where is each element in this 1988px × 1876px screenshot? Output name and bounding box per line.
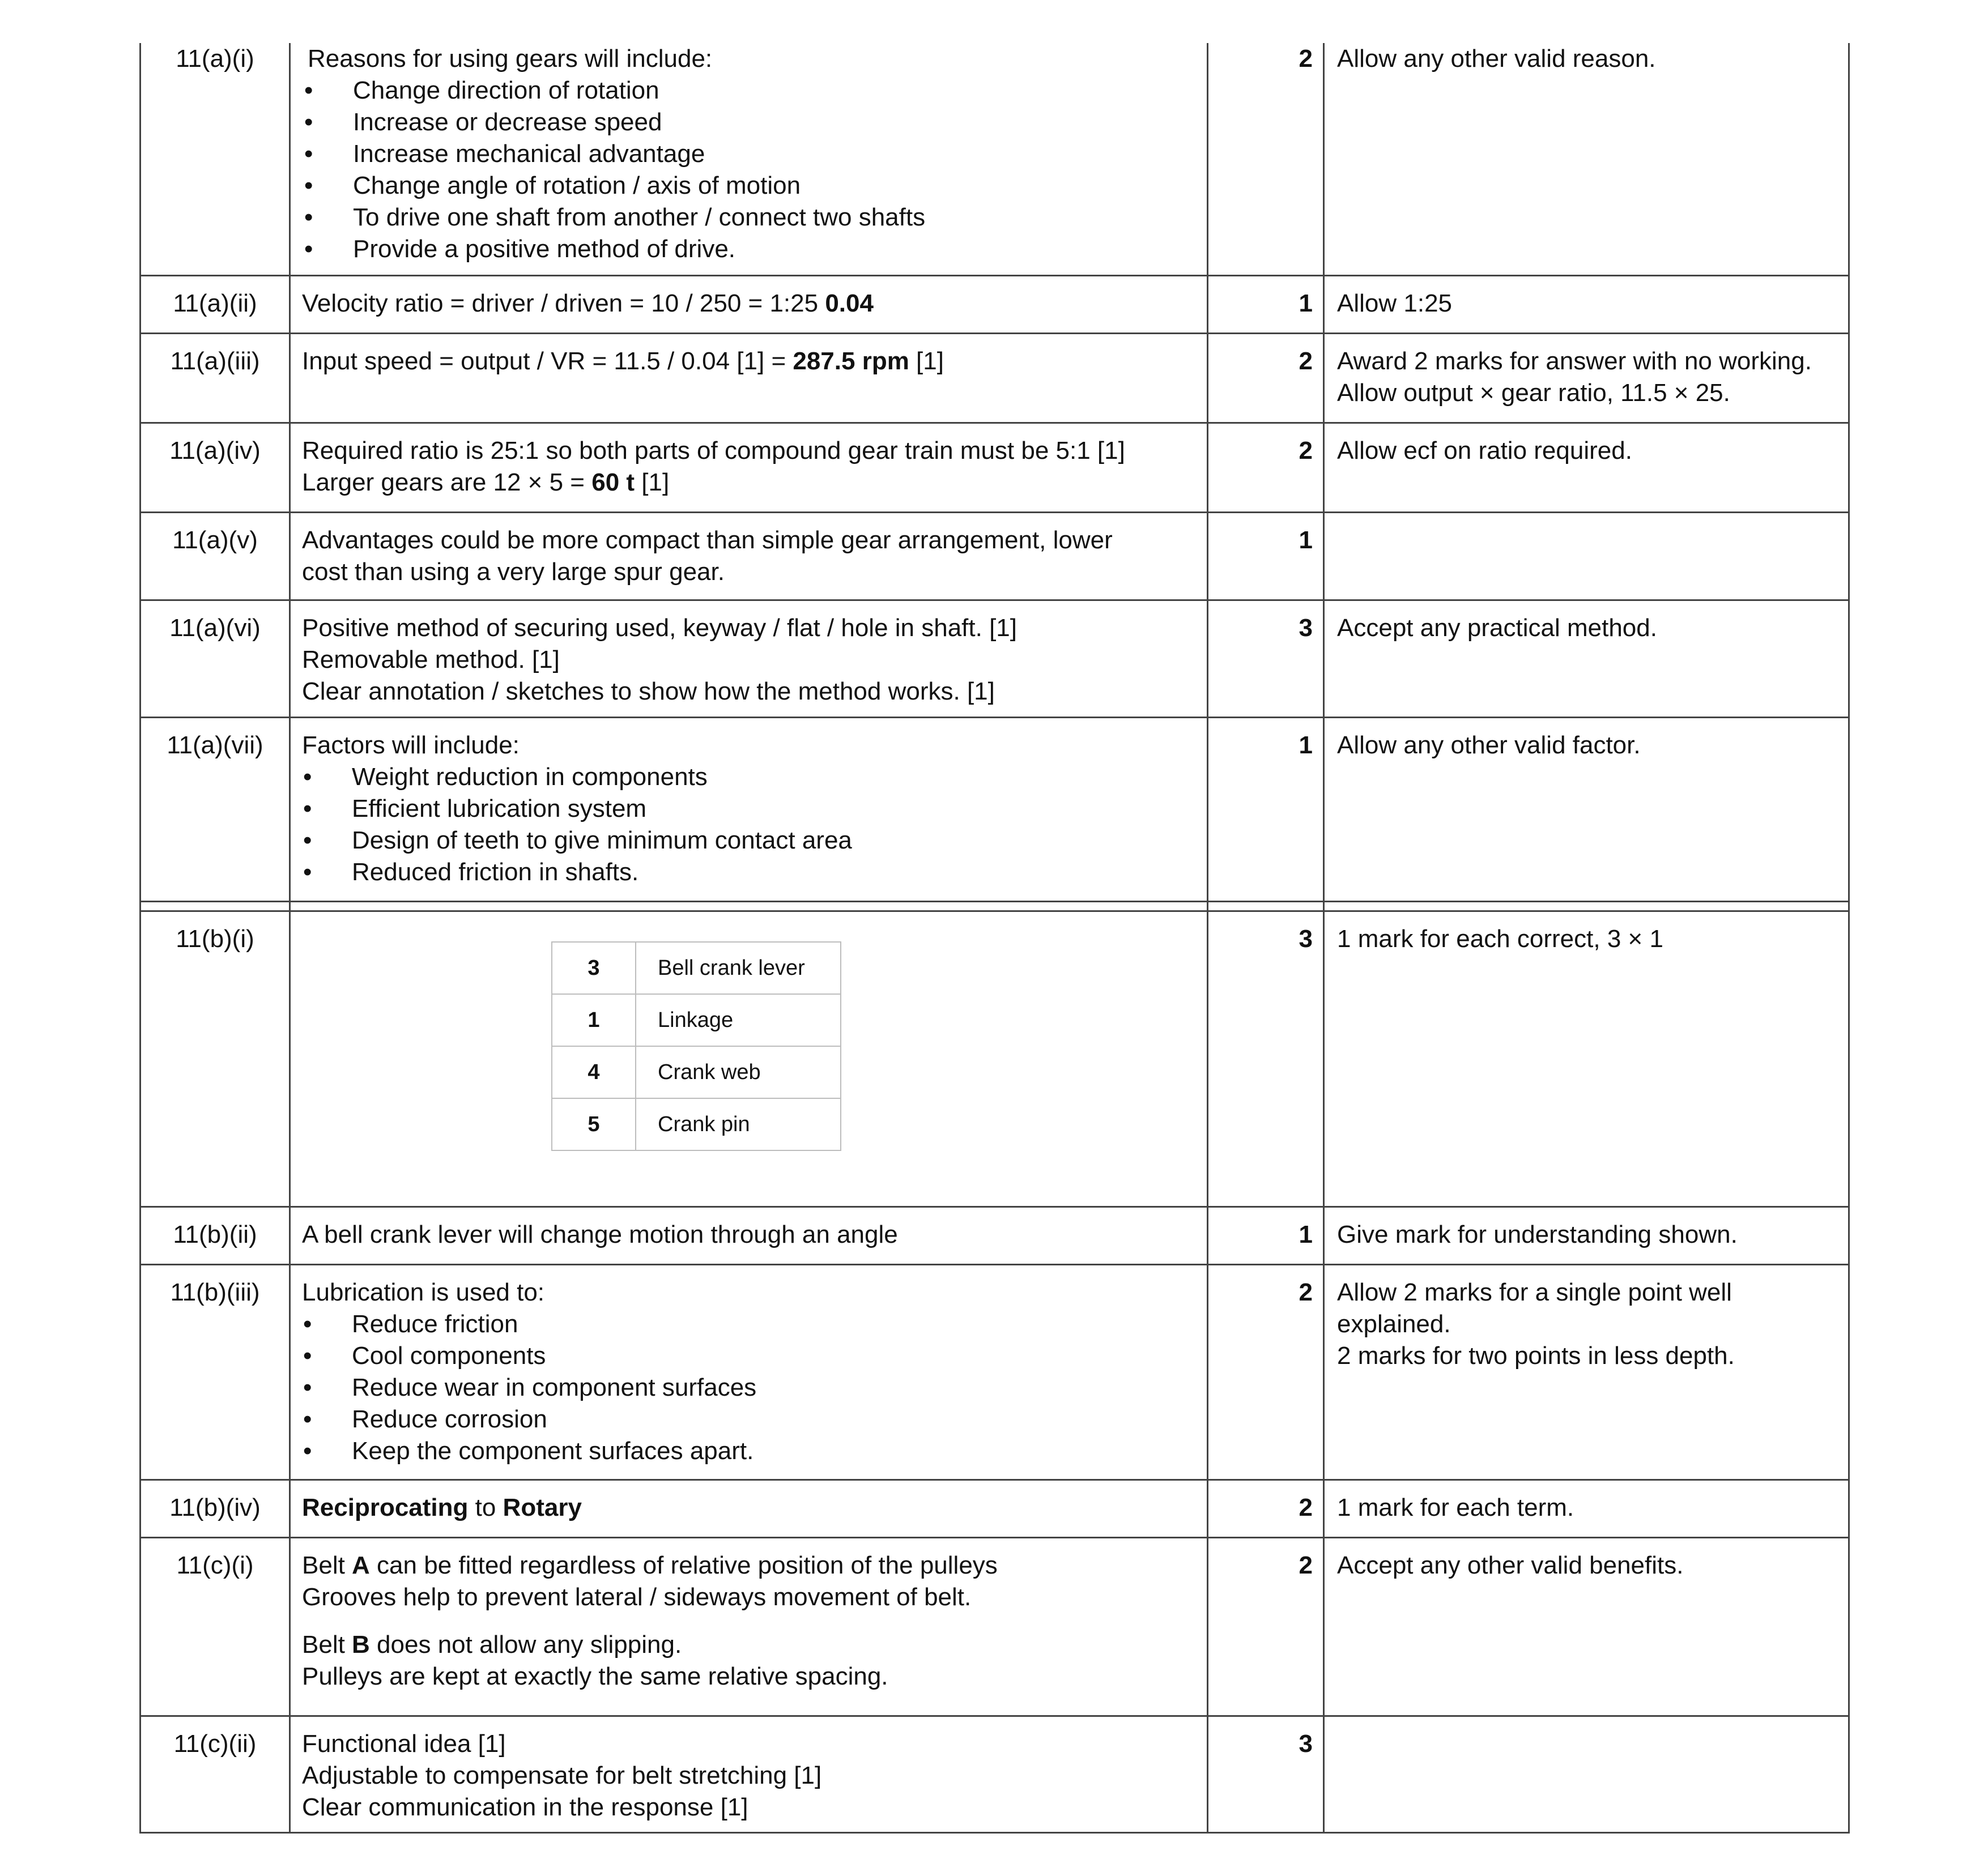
bullet-item: • Efficient lubrication system — [302, 793, 1197, 825]
table-row — [141, 1480, 1849, 1537]
question-number-cell — [141, 1716, 290, 1832]
question-number: 11(b)(ii) — [173, 1220, 257, 1248]
guidance-cell — [1324, 1264, 1849, 1480]
mark-scheme-table — [139, 43, 1850, 1834]
marks-value: 3 — [1299, 613, 1313, 642]
answer-text: Advantages could be more compact than simple gear arrangement, lower — [302, 526, 1113, 554]
answer-cell — [290, 600, 1208, 717]
answer-text: cost than using a very large spur gear. — [302, 557, 725, 586]
match-row — [552, 942, 841, 994]
mark-scheme-page — [139, 43, 1848, 1834]
answer-bullet-list — [303, 75, 1197, 265]
match-row — [552, 1098, 841, 1150]
bullet-item: • Reduced friction in shafts. — [302, 856, 1197, 888]
question-number: 11(a)(iii) — [170, 347, 260, 375]
answer-intro: Lubrication is used to: — [302, 1278, 545, 1306]
marks-cell — [1208, 600, 1324, 717]
guidance-text: Allow output × gear ratio, 11.5 × 25. — [1337, 378, 1730, 407]
answer-term: Reciprocating — [302, 1493, 469, 1521]
question-number-cell — [141, 333, 290, 423]
question-number: 11(b)(iv) — [169, 1493, 261, 1521]
guidance-text: Allow 1:25 — [1337, 289, 1453, 317]
question-number: 11(c)(i) — [176, 1551, 254, 1579]
question-number: 11(a)(ii) — [173, 289, 257, 317]
guidance-cell — [1324, 1537, 1849, 1716]
bullet-item: • Change angle of rotation / axis of motion — [303, 170, 1197, 202]
marks-cell — [1208, 333, 1324, 423]
guidance-cell — [1324, 600, 1849, 717]
bullet-item: • Design of teeth to give minimum contact area — [302, 825, 1197, 856]
answer-cell — [290, 911, 1208, 1206]
marks-value: 2 — [1299, 1493, 1313, 1521]
guidance-cell — [1324, 1206, 1849, 1264]
table-row — [141, 1264, 1849, 1480]
answer-text: Clear annotation / sketches to show how the method works. [1] — [302, 677, 995, 705]
answer-cell — [290, 333, 1208, 423]
answer-text: Functional idea [1] — [302, 1729, 506, 1758]
bullet-item: • Provide a positive method of drive. — [303, 233, 1197, 265]
marks-cell — [1208, 911, 1324, 1206]
marks-value: 1 — [1299, 526, 1313, 554]
question-number: 11(c)(ii) — [173, 1729, 257, 1758]
guidance-text: explained. — [1337, 1310, 1451, 1338]
answer-cell — [290, 717, 1208, 901]
table-row — [141, 333, 1849, 423]
answer-match-table — [551, 941, 841, 1151]
answer-text: to — [468, 1493, 503, 1521]
match-label: Crank web — [636, 1046, 841, 1098]
guidance-cell — [1324, 423, 1849, 512]
answer-text: Velocity ratio = driver / driven = 10 / 250 = 1:25 — [302, 289, 825, 317]
table-row — [141, 512, 1849, 600]
bullet-item: • Increase mechanical advantage — [303, 138, 1197, 170]
table-row — [141, 600, 1849, 717]
match-number: 4 — [552, 1046, 636, 1098]
bullet-item: • Reduce corrosion — [302, 1404, 1197, 1435]
question-number-cell — [141, 911, 290, 1206]
answer-value: 0.04 — [825, 289, 874, 317]
guidance-cell — [1324, 717, 1849, 901]
guidance-cell — [1324, 1716, 1849, 1832]
answer-text: Belt — [302, 1551, 352, 1579]
marks-cell — [1208, 423, 1324, 512]
match-label: Crank pin — [636, 1098, 841, 1150]
marks-cell — [1208, 275, 1324, 333]
question-number: 11(b)(iii) — [170, 1278, 260, 1306]
guidance-cell — [1324, 1480, 1849, 1537]
guidance-text: Allow any other valid factor. — [1337, 731, 1641, 759]
bullet-item: • To drive one shaft from another / connect two shafts — [303, 202, 1197, 233]
answer-text: can be fitted regardless of relative position of the pulleys — [369, 1551, 998, 1579]
guidance-text: 2 marks for two points in less depth. — [1337, 1341, 1735, 1370]
marks-cell — [1208, 512, 1324, 600]
bullet-item: • Cool components — [302, 1340, 1197, 1372]
bullet-item: • Keep the component surfaces apart. — [302, 1435, 1197, 1467]
answer-text: Removable method. [1] — [302, 645, 560, 673]
answer-text: Clear communication in the response [1] — [302, 1793, 748, 1821]
belt-label: B — [352, 1630, 370, 1658]
marks-cell — [1208, 1264, 1324, 1480]
table-row — [141, 717, 1849, 901]
answer-text: Required ratio is 25:1 so both parts of compound gear train must be 5:1 [1] — [302, 436, 1125, 464]
question-number: 11(b)(i) — [176, 924, 254, 953]
guidance-text: Allow any other valid reason. — [1337, 45, 1656, 73]
guidance-text: Allow 2 marks for a single point well — [1337, 1278, 1732, 1306]
match-label: Bell crank lever — [636, 942, 841, 994]
match-row — [552, 994, 841, 1046]
answer-cell — [290, 512, 1208, 600]
marks-value: 2 — [1299, 1551, 1313, 1579]
match-number: 3 — [552, 942, 636, 994]
match-number: 1 — [552, 994, 636, 1046]
guidance-text: Award 2 marks for answer with no working. — [1337, 347, 1812, 375]
answer-cell — [290, 1480, 1208, 1537]
question-number-cell — [141, 600, 290, 717]
question-number: 11(a)(v) — [172, 526, 258, 554]
question-number: 11(a)(vi) — [169, 613, 261, 642]
guidance-cell — [1324, 512, 1849, 600]
answer-cell — [290, 1537, 1208, 1716]
answer-cell — [290, 1264, 1208, 1480]
question-number: 11(a)(i) — [176, 45, 254, 73]
guidance-text: Give mark for understanding shown. — [1337, 1220, 1738, 1248]
answer-cell — [290, 43, 1208, 275]
marks-cell — [1208, 1480, 1324, 1537]
bullet-item: • Increase or decrease speed — [303, 106, 1197, 138]
answer-cell — [290, 1206, 1208, 1264]
section-divider — [141, 901, 1849, 911]
bullet-item: • Change direction of rotation — [303, 75, 1197, 106]
question-number-cell — [141, 717, 290, 901]
marks-cell — [1208, 1537, 1324, 1716]
guidance-cell — [1324, 275, 1849, 333]
question-number-cell — [141, 275, 290, 333]
match-row — [552, 1046, 841, 1098]
question-number-cell — [141, 423, 290, 512]
match-number: 5 — [552, 1098, 636, 1150]
answer-cell — [290, 275, 1208, 333]
marks-value: 1 — [1299, 1220, 1313, 1248]
guidance-text: 1 mark for each term. — [1337, 1493, 1574, 1521]
question-number-cell — [141, 1206, 290, 1264]
guidance-text: Accept any other valid benefits. — [1337, 1551, 1684, 1579]
bullet-item: • Weight reduction in components — [302, 761, 1197, 793]
marks-value: 2 — [1299, 347, 1313, 375]
answer-bullet-list — [302, 1308, 1197, 1467]
answer-text: Belt — [302, 1630, 352, 1658]
question-number: 11(a)(iv) — [169, 436, 261, 464]
answer-text: Grooves help to prevent lateral / sideways movement of belt. — [302, 1583, 972, 1611]
answer-mark-note: [1] — [635, 468, 670, 496]
answer-mark-note: [1] — [909, 347, 944, 375]
question-number: 11(a)(vii) — [167, 731, 263, 759]
guidance-cell — [1324, 911, 1849, 1206]
answer-term: Rotary — [503, 1493, 582, 1521]
guidance-text: 1 mark for each correct, 3 × 1 — [1337, 924, 1663, 953]
guidance-text: Accept any practical method. — [1337, 613, 1657, 642]
question-number-cell — [141, 43, 290, 275]
answer-text: Larger gears are 12 × 5 = — [302, 468, 592, 496]
marks-cell — [1208, 717, 1324, 901]
table-row — [141, 911, 1849, 1206]
answer-text: does not allow any slipping. — [369, 1630, 682, 1658]
marks-value: 2 — [1299, 45, 1313, 73]
answer-text: Pulleys are kept at exactly the same relative spacing. — [302, 1662, 888, 1690]
marks-value: 1 — [1299, 289, 1313, 317]
question-number-cell — [141, 1537, 290, 1716]
bullet-item: • Reduce wear in component surfaces — [302, 1372, 1197, 1404]
table-row — [141, 423, 1849, 512]
answer-bullet-list — [302, 761, 1197, 888]
answer-intro: Factors will include: — [302, 731, 520, 759]
guidance-cell — [1324, 43, 1849, 275]
marks-value: 1 — [1299, 731, 1313, 759]
answer-intro: Reasons for using gears will include: — [308, 45, 713, 73]
marks-cell — [1208, 1206, 1324, 1264]
guidance-text: Allow ecf on ratio required. — [1337, 436, 1632, 464]
answer-text: Positive method of securing used, keyway / flat / hole in shaft. [1] — [302, 613, 1017, 642]
question-number-cell — [141, 1264, 290, 1480]
marks-value: 3 — [1299, 924, 1313, 953]
marks-cell — [1208, 1716, 1324, 1832]
answer-value: 60 t — [591, 468, 635, 496]
answer-value: 287.5 rpm — [793, 347, 909, 375]
answer-text: Adjustable to compensate for belt stretching [1] — [302, 1761, 822, 1789]
guidance-cell — [1324, 333, 1849, 423]
marks-value: 3 — [1299, 1729, 1313, 1758]
table-row — [141, 1716, 1849, 1832]
marks-value: 2 — [1299, 436, 1313, 464]
question-number-cell — [141, 512, 290, 600]
table-row — [141, 1206, 1849, 1264]
belt-label: A — [352, 1551, 370, 1579]
answer-cell — [290, 423, 1208, 512]
marks-cell — [1208, 43, 1324, 275]
table-row — [141, 1537, 1849, 1716]
match-label: Linkage — [636, 994, 841, 1046]
question-number-cell — [141, 1480, 290, 1537]
table-row — [141, 43, 1849, 275]
answer-cell — [290, 1716, 1208, 1832]
bullet-item: • Reduce friction — [302, 1308, 1197, 1340]
answer-text: A bell crank lever will change motion through an angle — [302, 1220, 898, 1248]
marks-value: 2 — [1299, 1278, 1313, 1306]
answer-text: Input speed = output / VR = 11.5 / 0.04 [1] = — [302, 347, 793, 375]
table-row — [141, 275, 1849, 333]
